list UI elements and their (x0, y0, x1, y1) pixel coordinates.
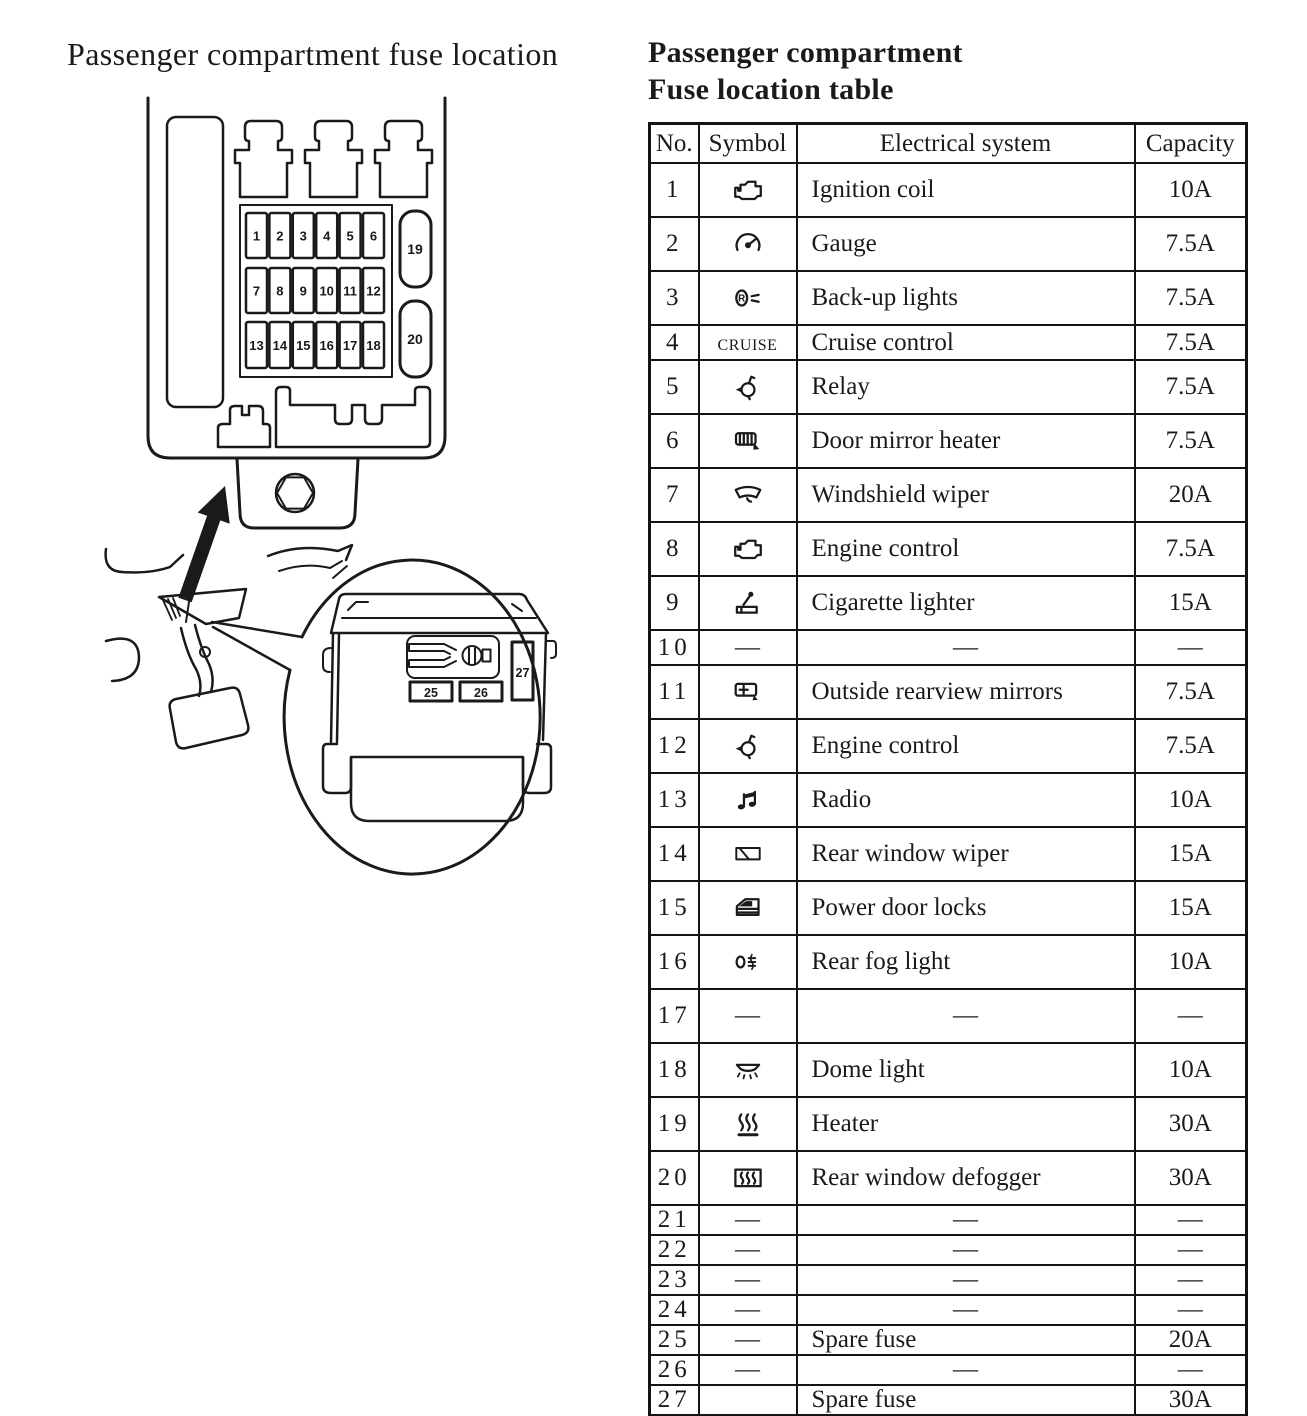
pedal-sketch (106, 545, 352, 748)
column-header-symbol: Symbol (699, 124, 797, 164)
bolt-hex-icon (277, 477, 313, 508)
fuse-location-diagram (0, 80, 620, 880)
capacity-cell: 15A (1135, 576, 1247, 630)
electrical-system-cell: Cigarette lighter (797, 576, 1135, 630)
fuse-number-cell: 11 (650, 665, 699, 719)
music-note-icon (728, 782, 768, 818)
electrical-system-cell: Radio (797, 773, 1135, 827)
fuse-number-label: 15 (296, 338, 311, 353)
header-row (650, 124, 1247, 164)
fuse-number-label: 2 (276, 228, 284, 244)
capacity-cell: 7.5A (1135, 665, 1247, 719)
electrical-system-cell: Heater (797, 1097, 1135, 1151)
magnifier-circle (284, 560, 540, 874)
electrical-system-cell: Door mirror heater (797, 414, 1135, 468)
symbol-cell (699, 522, 797, 576)
symbol-cell (699, 1295, 797, 1325)
electrical-system-cell: Relay (797, 360, 1135, 414)
dash-symbol: — (735, 1296, 760, 1323)
electrical-system-cell: Cruise control (797, 325, 1135, 360)
fuse-number-cell: 9 (650, 576, 699, 630)
fuse-number-cell: 5 (650, 360, 699, 414)
electrical-system-cell: Spare fuse (797, 1325, 1135, 1355)
electrical-system-cell: Engine control (797, 522, 1135, 576)
relay-icon (235, 121, 292, 197)
spare-fuse-number-label: 27 (515, 666, 530, 680)
spare-fuse-number-label: 25 (424, 686, 438, 700)
fuse-number-cell: 16 (650, 935, 699, 989)
capacity-cell: 7.5A (1135, 271, 1247, 325)
relay-bar-slot (167, 117, 223, 407)
table-row (650, 1205, 1247, 1235)
table-row (650, 881, 1247, 935)
fuse-number-label: 9 (299, 283, 307, 299)
capacity-cell: — (1135, 630, 1247, 665)
dash-symbol: — (735, 1236, 760, 1263)
electrical-system-cell: — (797, 1295, 1135, 1325)
engine-icon (728, 172, 768, 208)
capacity-cell: — (1135, 1295, 1247, 1325)
symbol-cell (699, 1205, 797, 1235)
table-row (650, 719, 1247, 773)
column-header-system: Electrical system (797, 124, 1135, 164)
magnifier-tail (212, 622, 302, 670)
fuse-number-label: 11 (343, 283, 357, 299)
table-title-line2: Fuse location table (648, 73, 894, 106)
symbol-cell (699, 468, 797, 522)
fuse-number-cell: 12 (650, 719, 699, 773)
heater-icon (728, 1106, 768, 1142)
door-mirror-heater-icon (728, 423, 768, 459)
rear-fog-light-icon (728, 944, 768, 980)
fuse-number-label: 19 (407, 241, 423, 257)
capacity-cell: 20A (1135, 1325, 1247, 1355)
symbol-cell (699, 773, 797, 827)
fuse-number-cell: 19 (650, 1097, 699, 1151)
electrical-system-cell: Dome light (797, 1043, 1135, 1097)
table-row (650, 1355, 1247, 1385)
symbol-cell (699, 1235, 797, 1265)
fuse-number-label: 7 (252, 283, 261, 299)
electrical-system-cell: Rear window defogger (797, 1151, 1135, 1205)
electrical-system-cell: Windshield wiper (797, 468, 1135, 522)
symbol-cell (699, 665, 797, 719)
capacity-cell: 7.5A (1135, 719, 1247, 773)
electrical-system-cell: Spare fuse (797, 1385, 1135, 1416)
dash-symbol: — (735, 1266, 760, 1293)
column-header-capacity: Capacity (1135, 124, 1247, 164)
table-row (650, 325, 1247, 360)
capacity-cell: 20A (1135, 468, 1247, 522)
fuse-number-cell: 23 (650, 1265, 699, 1295)
fuse-number-cell: 25 (650, 1325, 699, 1355)
symbol-cell (699, 1043, 797, 1097)
backup-lights-icon (728, 280, 768, 316)
table-row (650, 989, 1247, 1043)
fuse-number-cell: 15 (650, 881, 699, 935)
table-row (650, 1385, 1247, 1416)
fuse-number-label: 16 (319, 338, 334, 353)
bulb-icon (728, 369, 768, 405)
fuse-table (648, 122, 1248, 1416)
windshield-wiper-icon (728, 477, 768, 513)
electrical-system-cell: — (797, 1205, 1135, 1235)
mounting-tab (237, 459, 358, 528)
fuse-number-cell: 17 (650, 989, 699, 1043)
fuse-number-label: 1 (252, 228, 261, 244)
capacity-cell: — (1135, 1235, 1247, 1265)
table-row (650, 217, 1247, 271)
table-row (650, 1325, 1247, 1355)
table-title (648, 34, 963, 108)
electrical-system-cell: Rear fog light (797, 935, 1135, 989)
table-row (650, 360, 1247, 414)
electrical-system-cell: — (797, 630, 1135, 665)
fuse-number-cell: 20 (650, 1151, 699, 1205)
capacity-cell: 10A (1135, 163, 1247, 217)
door-lock-icon (728, 890, 768, 926)
symbol-cell (699, 576, 797, 630)
capacity-cell: 7.5A (1135, 522, 1247, 576)
dash-symbol: — (735, 1326, 760, 1353)
dash-symbol: — (735, 1356, 760, 1383)
capacity-cell: 30A (1135, 1385, 1247, 1416)
relay-icon (375, 121, 432, 197)
table-row (650, 468, 1247, 522)
capacity-cell: 30A (1135, 1097, 1247, 1151)
svg-text:R: R (737, 293, 745, 305)
gauge-icon (728, 226, 768, 262)
dome-light-icon (728, 1052, 768, 1088)
capacity-cell: 7.5A (1135, 325, 1247, 360)
table-row (650, 773, 1247, 827)
fuse-number-label: 14 (272, 338, 288, 353)
capacity-cell: 7.5A (1135, 360, 1247, 414)
symbol-cell (699, 1325, 797, 1355)
table-row (650, 576, 1247, 630)
table-row (650, 414, 1247, 468)
arrow-icon (178, 486, 229, 602)
small-connector-block (218, 406, 270, 447)
table-row (650, 665, 1247, 719)
symbol-cell (699, 989, 797, 1043)
fuse-number-cell: 18 (650, 1043, 699, 1097)
fuse-number-label: 4 (323, 228, 331, 244)
fuse-number-cell: 24 (650, 1295, 699, 1325)
engine-icon (728, 531, 768, 567)
symbol-cell (699, 217, 797, 271)
capacity-cell: 7.5A (1135, 414, 1247, 468)
fuse-number-cell: 4 (650, 325, 699, 360)
table-row (650, 1097, 1247, 1151)
symbol-cell (699, 1355, 797, 1385)
fuse-number-label: 13 (249, 338, 264, 353)
symbol-cell (699, 719, 797, 773)
fuse-grid (246, 213, 384, 368)
symbol-cell (699, 935, 797, 989)
rear-wiper-icon (728, 836, 768, 872)
capacity-cell: — (1135, 1205, 1247, 1235)
electrical-system-cell: Rear window wiper (797, 827, 1135, 881)
fuse-number-cell: 26 (650, 1355, 699, 1385)
electrical-system-cell: — (797, 1235, 1135, 1265)
fuse-number-cell: 8 (650, 522, 699, 576)
fuse-puller-recess (407, 636, 499, 678)
capacity-cell: 15A (1135, 827, 1247, 881)
capacity-cell: 30A (1135, 1151, 1247, 1205)
electrical-system-cell: — (797, 1355, 1135, 1385)
table-row (650, 1235, 1247, 1265)
fuse-number-label: 20 (407, 331, 423, 347)
cigarette-lighter-icon (728, 585, 768, 621)
fuse-number-label: 6 (369, 228, 378, 244)
electrical-system-cell: Power door locks (797, 881, 1135, 935)
electrical-system-cell: — (797, 1265, 1135, 1295)
capacity-cell: 15A (1135, 881, 1247, 935)
fuse-number-cell: 6 (650, 414, 699, 468)
symbol-cell (699, 1097, 797, 1151)
table-row (650, 163, 1247, 217)
fuse-puller-icon (409, 644, 491, 667)
capacity-cell: 10A (1135, 773, 1247, 827)
symbol-cell (699, 360, 797, 414)
fuse-number-cell: 7 (650, 468, 699, 522)
fuse-number-cell: 10 (650, 630, 699, 665)
symbol-cell (699, 881, 797, 935)
capacity-cell: 10A (1135, 935, 1247, 989)
table-row (650, 630, 1247, 665)
capacity-cell: — (1135, 1265, 1247, 1295)
fuse-number-cell: 14 (650, 827, 699, 881)
relay-icon (305, 121, 362, 197)
fuse-box-drawing (148, 98, 445, 528)
symbol-cell (699, 1265, 797, 1295)
outside-mirror-icon (728, 674, 768, 710)
capacity-cell: — (1135, 1355, 1247, 1385)
dash-symbol: — (735, 1002, 760, 1029)
symbol-cell (699, 1151, 797, 1205)
fuse-number-cell: 21 (650, 1205, 699, 1235)
table-row (650, 1265, 1247, 1295)
table-row (650, 1151, 1247, 1205)
symbol-cell (699, 414, 797, 468)
column-header-no: No. (650, 124, 699, 164)
dash-symbol: — (735, 633, 760, 661)
dash-symbol: — (735, 1206, 760, 1233)
table-row (650, 1043, 1247, 1097)
bulb-icon (728, 728, 768, 764)
fuse-number-cell: 27 (650, 1385, 699, 1416)
fuse-number-cell: 3 (650, 271, 699, 325)
table-row (650, 935, 1247, 989)
table-row (650, 271, 1247, 325)
fuse-number-cell: 1 (650, 163, 699, 217)
diagram-title: Passenger compartment fuse location (67, 36, 559, 72)
defogger-icon (728, 1160, 768, 1196)
bolt-icon (276, 474, 314, 512)
table-row (650, 1295, 1247, 1325)
electrical-system-cell: Outside rearview mirrors (797, 665, 1135, 719)
fuse-number-label: 10 (319, 283, 334, 299)
fuse-number-cell: 22 (650, 1235, 699, 1265)
capacity-cell: — (1135, 989, 1247, 1043)
electrical-system-cell: Back-up lights (797, 271, 1135, 325)
symbol-cell (699, 827, 797, 881)
side-fuse-labels (407, 241, 423, 347)
symbol-cell (699, 325, 797, 360)
fuse-number-label: 5 (346, 228, 354, 244)
fuse-number-label: 18 (366, 338, 381, 353)
fuse-number-label: 12 (366, 283, 381, 299)
table-row (650, 827, 1247, 881)
table-row (650, 522, 1247, 576)
magnifier-bubble (212, 560, 556, 874)
electrical-system-cell: — (797, 989, 1135, 1043)
fuse-number-cell: 2 (650, 217, 699, 271)
fuse-box-cover-drawing (323, 594, 556, 821)
electrical-system-cell: Ignition coil (797, 163, 1135, 217)
symbol-cell (699, 1385, 797, 1416)
symbol-cell (699, 163, 797, 217)
fuse-number-cell: 13 (650, 773, 699, 827)
symbol-cell (699, 271, 797, 325)
connector-block (276, 387, 430, 447)
spare-fuse-number-label: 26 (474, 686, 488, 700)
capacity-cell: 7.5A (1135, 217, 1247, 271)
fuse-number-label: 17 (342, 338, 358, 353)
fuse-number-label: 3 (299, 228, 307, 244)
table-title-line1: Passenger compartment (648, 36, 963, 69)
cruise-label: CRUISE (717, 336, 778, 354)
electrical-system-cell: Engine control (797, 719, 1135, 773)
symbol-cell (699, 630, 797, 665)
fuse-number-label: 8 (276, 283, 284, 299)
electrical-system-cell: Gauge (797, 217, 1135, 271)
capacity-cell: 10A (1135, 1043, 1247, 1097)
